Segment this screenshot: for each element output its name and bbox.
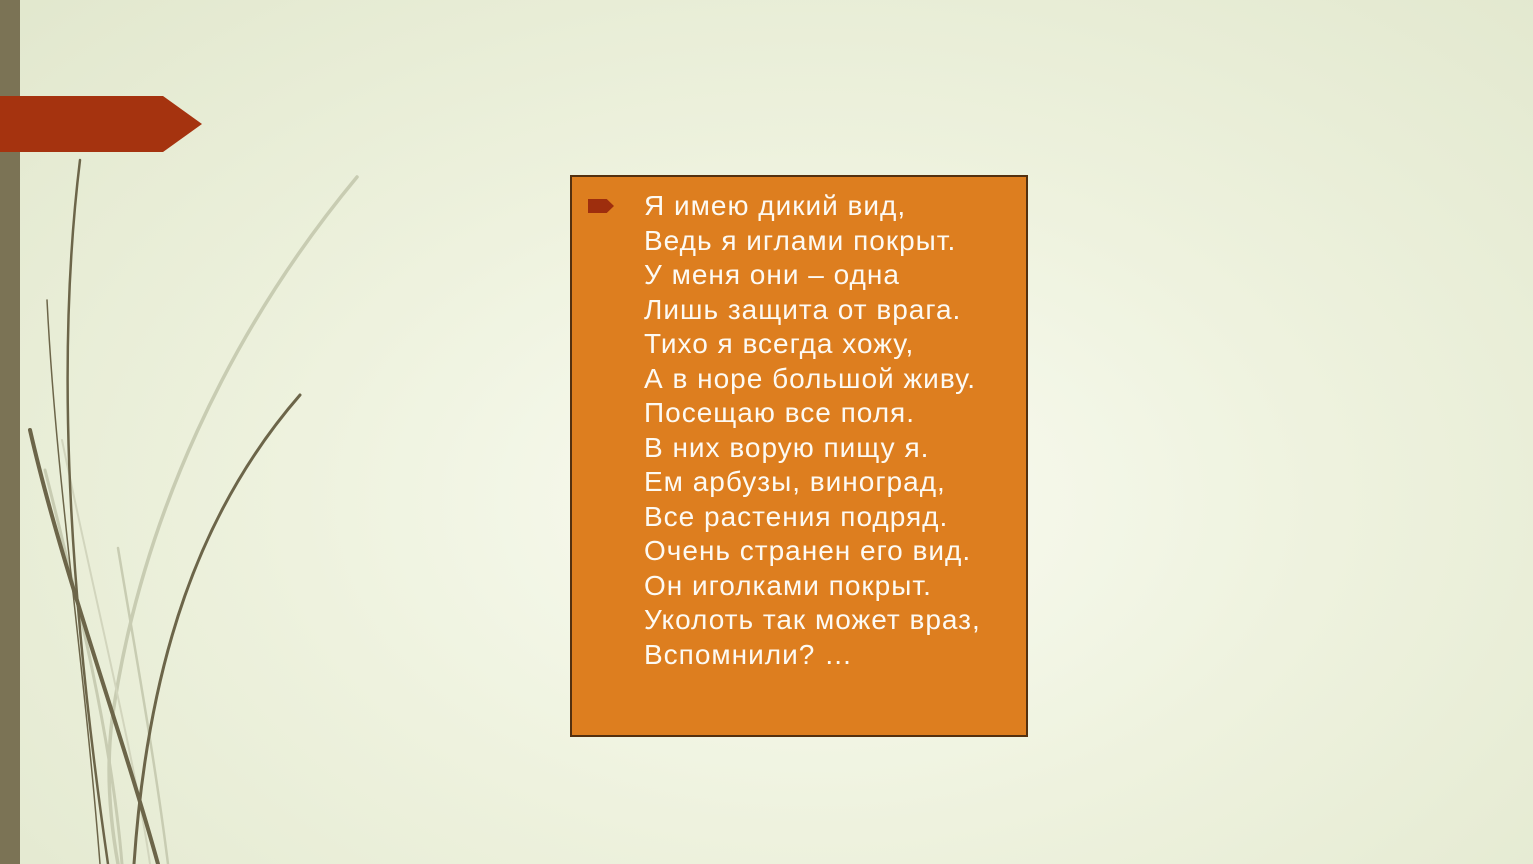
riddle-line: Он иголками покрыт.	[644, 569, 932, 601]
riddle-line: Вспомнили? …	[644, 638, 854, 670]
riddle-box	[570, 175, 1028, 737]
riddle-content	[572, 177, 1026, 672]
riddle-line: Ем арбузы, виноград,	[644, 466, 946, 497]
bullet-arrow-icon	[588, 199, 614, 213]
riddle-line: Все растения подряд.	[644, 500, 949, 532]
riddle-line: Посещаю все поля.	[644, 397, 915, 428]
riddle-line: Очень странен его вид.	[644, 535, 972, 566]
riddle-line: Ведь я иглами покрыт.	[644, 224, 957, 256]
riddle-line: В них ворую пищу я.	[644, 431, 930, 463]
riddle-line: Лишь защита от врага.	[644, 293, 962, 325]
riddle-line: Уколоть так может враз,	[644, 604, 981, 635]
accent-arrow-shape	[0, 96, 202, 152]
riddle-line: Я имею дикий вид,	[644, 190, 907, 221]
riddle-text	[644, 189, 981, 672]
riddle-line: А в норе большой живу.	[644, 362, 977, 394]
riddle-line: Тихо я всегда хожу,	[644, 328, 915, 359]
riddle-line: У меня они – одна	[644, 259, 900, 290]
